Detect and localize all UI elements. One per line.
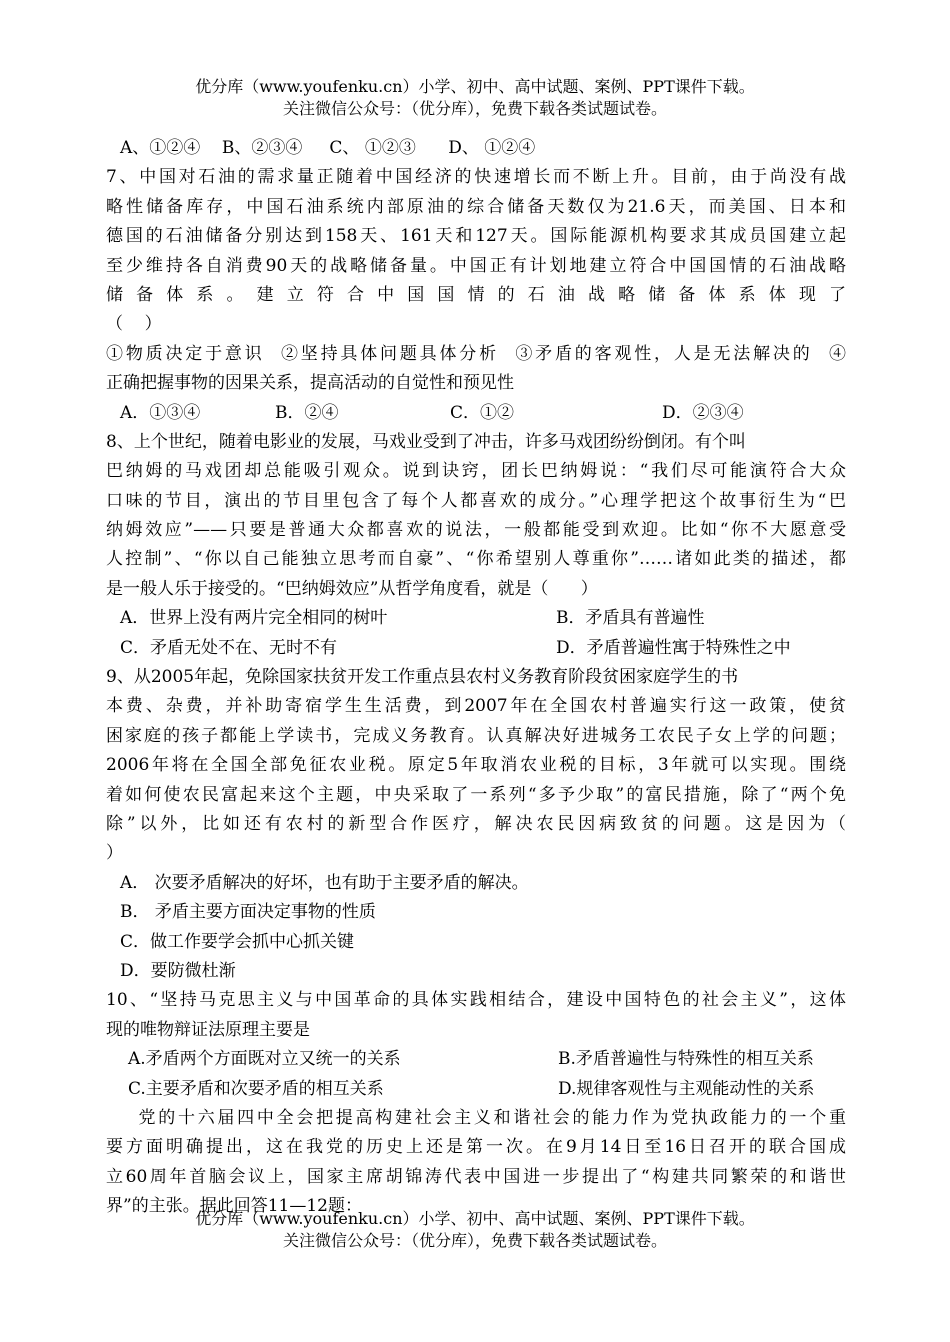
q10-options-row-1	[106, 1045, 846, 1074]
q7-line: ①物质决定于意识 ②坚持具体问题具体分析 ③矛盾的客观性，人是无法解决的 ④	[106, 343, 846, 364]
page-header	[0, 76, 950, 120]
q8-option-d: D．矛盾普遍性寓于特殊性之中	[556, 637, 791, 658]
q9-line: 2006年将在全国全部免征农业税。原定5年取消农业税的目标，3年就可以实现。围绕	[106, 755, 846, 776]
q7-line: 7、中国对石油的需求量正随着中国经济的快速增长而不断上升。目前，由于尚没有战	[106, 167, 846, 188]
passage-line: 界”的主张。据此回答11—12题：	[106, 1196, 362, 1217]
q9-option-d: D．要防微杜渐	[120, 960, 236, 981]
q9-line: 困家庭的孩子都能上学读书，完成义务教育。认真解决好进城务工农民子女上学的问题；	[106, 725, 846, 746]
q8-option-c: C．矛盾无处不在、无时不有	[120, 637, 338, 658]
q9-option-a: A． 次要矛盾解决的好坏，也有助于主要矛盾的解决。	[120, 872, 529, 893]
passage-11-12	[106, 1104, 846, 1222]
q9-line: 9、从2005年起，免除国家扶贫开发工作重点县农村义务教育阶段贫困家庭学生的书	[106, 667, 739, 688]
q10-option-d: D.规律客观性与主观能动性的关系	[558, 1078, 815, 1099]
q9-line: 本费、杂费，并补助寄宿学生生活费，到2007年在全国农村普遍实行这一政策，使贫	[106, 696, 846, 717]
q8-line: 口味的节目，演出的节目里包含了每个人都喜欢的成分。”心理学把这个故事衍生为“巴	[106, 490, 846, 511]
question-8	[106, 428, 846, 663]
q8-line: 纳姆效应”——只要是普通大众都喜欢的说法，一般都能受到欢迎。比如“你不大愿意受	[106, 520, 846, 541]
q7-option-a: A．①③④	[120, 402, 201, 423]
q9-line: 着如何使农民富起来这个主题，中央采取了一系列“多予少取”的富民措施，除了“两个免	[106, 784, 846, 805]
q7-line: 正确把握事物的因果关系，提高活动的自觉性和预见性	[106, 373, 514, 394]
question-7	[106, 163, 846, 428]
question-content	[106, 134, 846, 1221]
q7-option-b: B．②④	[275, 402, 339, 423]
q7-line: 德国的石油储备分别达到158天、161天和127天。国际能源机构要求其成员国建立起	[106, 226, 846, 247]
q8-option-a: A．世界上没有两片完全相同的树叶	[120, 608, 388, 629]
q10-line: 现的唯物辩证法原理主要是	[106, 1019, 310, 1040]
q10-option-a: A.矛盾两个方面既对立又统一的关系	[128, 1049, 401, 1070]
q8-line: 是一般人乐于接受的。“巴纳姆效应”从哲学角度看，就是（ ）	[106, 578, 598, 599]
q7-line: 至少维持各自消费90天的战略储备量。中国正有计划地建立符合中国国情的石油战略	[106, 255, 846, 276]
header-line-1: 优分库（www.youfenku.cn）小学、初中、高中试题、案例、PPT课件下载。	[195, 77, 755, 96]
q8-line: 8、上个世纪，随着电影业的发展，马戏业受到了冲击，许多马戏团纷纷倒闭。有个叫	[106, 431, 746, 452]
q10-option-c: C.主要矛盾和次要矛盾的相互关系	[128, 1078, 384, 1099]
q8-line: 巴纳姆的马戏团却总能吸引观众。说到诀窍，团长巴纳姆说：“我们尽可能演符合大众	[106, 461, 846, 482]
passage-line: 立60周年首脑会议上，国家主席胡锦涛代表中国进一步提出了“构建共同繁荣的和谐世	[106, 1166, 846, 1187]
footer-line-2: 关注微信公众号：（优分库），免费下载各类试题试卷。	[282, 1231, 667, 1250]
q7-line: （ ）	[106, 314, 162, 335]
footer-line-1: 优分库（www.youfenku.cn）小学、初中、高中试题、案例、PPT课件下载。	[195, 1209, 755, 1228]
q10-options-row-2	[106, 1075, 846, 1104]
q7-line: 略性储备库存，中国石油系统内部原油的综合储备天数仅为21.6天，而美国、日本和	[106, 196, 846, 217]
passage-line: 党的十六届四中全会把提高构建社会主义和谐社会的能力作为党执政能力的一个重	[106, 1107, 846, 1128]
q10-line: 10、“坚持马克思主义与中国革命的具体实践相结合，建设中国特色的社会主义”，这体	[106, 990, 846, 1011]
q8-option-b: B．矛盾具有普遍性	[556, 608, 705, 629]
question-10	[106, 986, 846, 1104]
q8-options-row-1	[106, 604, 846, 633]
q10-option-b: B.矛盾普遍性与特殊性的相互关系	[558, 1049, 814, 1070]
q9-option-c: C．做工作要学会抓中心抓关键	[120, 931, 355, 952]
header-line-2: 关注微信公众号：（优分库），免费下载各类试题试卷。	[282, 99, 667, 118]
question-9	[106, 663, 846, 986]
q9-option-b: B． 矛盾主要方面决定事物的性质	[120, 902, 376, 923]
q7-option-d: D．②③④	[662, 402, 744, 423]
q8-options-row-2	[106, 634, 846, 663]
q9-line: 除”以外，比如还有农村的新型合作医疗，解决农民因病致贫的问题。这是因为（	[106, 813, 846, 834]
q8-line: 人控制”、“你以自己能独立思考而自豪”、“你希望别人尊重你”……诸如此类的描述，都	[106, 549, 846, 570]
q9-line: ）	[106, 843, 123, 864]
page-footer	[0, 1208, 950, 1252]
q6-options: A、①②④ B、②③④ C、 ①②③ D、 ①②④	[120, 138, 536, 158]
q7-line: 储备体系。建立符合中国国情的石油战略储备体系体现了	[106, 284, 846, 305]
q7-options	[106, 399, 846, 428]
q7-option-c: C．①②	[450, 402, 515, 423]
passage-line: 要方面明确提出，这在我党的历史上还是第一次。在9月14日至16日召开的联合国成	[106, 1137, 846, 1158]
